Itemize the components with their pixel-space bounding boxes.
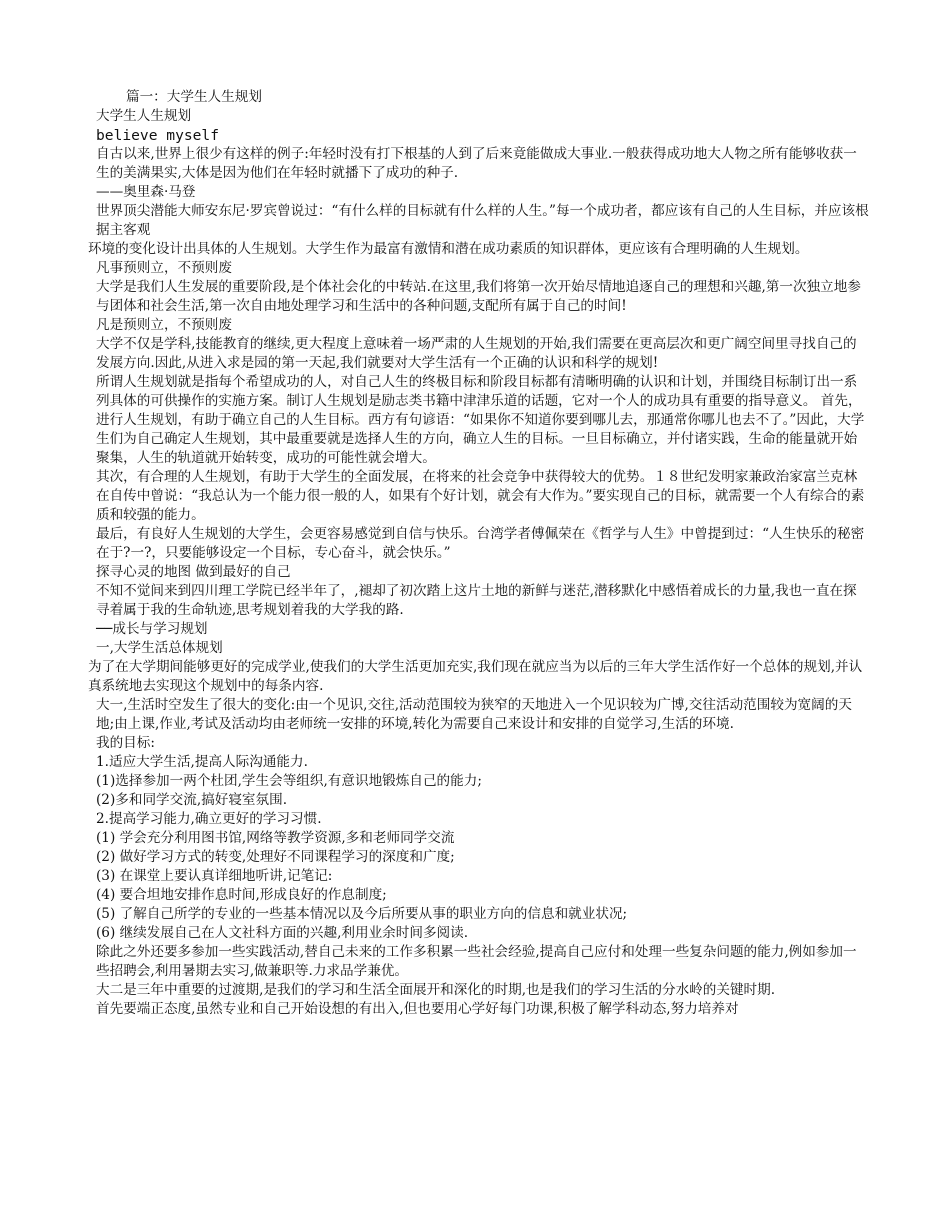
text-line: (6) 继续发展自己在人文社科方面的兴趣,利用业余时间多阅读. (96, 925, 469, 941)
text-line: (5) 了解自己所学的专业的一些基本情况以及今后所要从事的职业方向的信息和就业状况; (96, 906, 628, 922)
text-line: 大学不仅是学科,技能教育的继续,更大程度上意味着一场严肃的人生规划的开始,我们需要在更高层次和更广阔空间里寻找自己的发展方向.因此,从进入求是园的第一天起,我们就要对大学生活有一个正确的认识和科学的规划! (96, 336, 857, 371)
document-title: 篇一：大学生人生规划 (126, 89, 262, 105)
text-line: 大学生人生规划 (96, 108, 192, 124)
text-line: 为了在大学期间能够更好的完成学业,使我们的大学生活更加充实,我们现在就应当为以后的三年大学生活作好一个总体的规划,并认真系统地去实现这个规划中的每条内容. (88, 659, 863, 694)
text-line: 环境的变化设计出具体的人生规划。大学生作为最富有激情和潜在成功素质的知识群体，更应该有合理明确的人生规划。 (88, 241, 809, 257)
text-line: (2) 做好学习方式的转变,处理好不同课程学习的深度和广度; (96, 849, 455, 865)
text-line: 最后，有良好人生规划的大学生，会更容易感觉到自信与快乐。台湾学者傅佩荣在《哲学与人生》中曾提到过：“人生快乐的秘密在于?一?，只要能够设定一个目标，专心奋斗，就会快乐。” (96, 526, 865, 561)
text-line: (1)选择参加一两个杜团,学生会等组织,有意识地锻炼自己的能力; (96, 773, 482, 789)
text-line: 凡事预则立，不预则废 (96, 260, 232, 276)
text-line: 2.提高学习能力,确立更好的学习习惯. (96, 811, 322, 827)
text-line: 大学是我们人生发展的重要阶段,是个体社会化的中转站.在这里,我们将第一次开始尽情地追逐自己的理想和兴趣,第一次独立地参与团体和社会生活,第一次自由地处理学习和生活中的各种问题,支配所有属于自己的时间! (96, 279, 861, 314)
text-line: 一,大学生活总体规划 (96, 640, 223, 656)
text-line: 其次，有合理的人生规划，有助于大学生的全面发展，在将来的社会竞争中获得较大的优势。１８世纪发明家兼政治家富兰克林在自传中曾说：“我总认为一个能力很一般的人，如果有个好计划，就会有大作为。”要实现自己的目标，就需要一个人有综合的素质和较强的能力。 (96, 469, 865, 523)
text-line: 探寻心灵的地图 做到最好的自己 (96, 564, 291, 580)
text-line: ——奥里森·马登 (96, 184, 196, 200)
text-line: 不知不觉间来到四川理工学院已经半年了，,褪却了初次踏上这片土地的新鲜与迷茫,潜移默化中感悟着成长的力量,我也一直在探寻着属于我的生命轨迹,思考规划着我的大学我的路. (96, 583, 857, 618)
text-line: 我的目标: (96, 735, 155, 751)
text-line: ──成长与学习规划 (96, 621, 208, 637)
text-line: (1) 学会充分利用图书馆,网络等教学资源,多和老师同学交流 (96, 830, 455, 846)
text-line: 自古以来,世界上很少有这样的例子:年轻时没有打下根基的人到了后来竟能做成大事业.一般获得成功地大人物之所有能够收获一生的美满果实,大体是因为他们在年轻时就播下了成功的种子. (96, 146, 857, 181)
text-line: 大二是三年中重要的过渡期,是我们的学习和生活全面展开和深化的时期,也是我们的学习生活的分水岭的关键时期. (96, 982, 776, 998)
text-line: 凡是预则立，不预则废 (96, 317, 232, 333)
text-line: (2)多和同学交流,搞好寝室氛围. (96, 792, 288, 808)
text-line: 所谓人生规划就是指每个希望成功的人，对自己人生的终极目标和阶段目标都有清晰明确的认识和计划，并围绕目标制订出一系列具体的可供操作的实施方案。制订人生规划是励志类书籍中津津乐道的话题，它对一个人的成功具有重要的指导意义。 首先，进行人生规划，有助于确立自己的人生目标。西方有句谚语：“如果你不知道你要到哪儿去，那通常你哪儿也去不了。”因此，大学生们为自己确定人生规划，其中最重要就是选择人生的方向，确立人生的目标。一旦目标确立，并付诸实践，生命的能量就开始聚集，人生的轨道就开始转变，成功的可能性就会增大。 (96, 374, 865, 466)
text-line: 大一,生活时空发生了很大的变化:由一个见识,交往,活动范围较为狭窄的天地进入一个见识较为广博,交往活动范围较为宽阔的天地;由上课,作业,考试及活动均由老师统一安排的环境,转化为需要自己来设计和安排的自觉学习,生活的环境. (96, 697, 852, 732)
text-line: (3) 在课堂上要认真详细地听讲,记笔记: (96, 868, 333, 884)
text-line: believe myself (96, 127, 220, 144)
text-line: 1.适应大学生活,提高人际沟通能力. (96, 754, 308, 770)
text-line: (4) 要合坦地安排作息时间,形成良好的作息制度; (96, 887, 387, 903)
text-line: 除此之外还要多参加一些实践活动,替自己未来的工作多积累一些社会经验,提高自己应付和处理一些复杂问题的能力,例如参加一些招聘会,利用暑期去实习,做兼职等.力求品学兼优。 (96, 944, 857, 979)
text-line: 首先要端正态度,虽然专业和自己开始设想的有出入,但也要用心学好每门功课,积极了解学科动态,努力培养对 (96, 1001, 739, 1017)
text-line: 世界顶尖潜能大师安东尼·罗宾曾说过：“有什么样的目标就有什么样的人生。”每一个成功者，都应该有自己的人生目标，并应该根据主客观 (96, 203, 869, 238)
